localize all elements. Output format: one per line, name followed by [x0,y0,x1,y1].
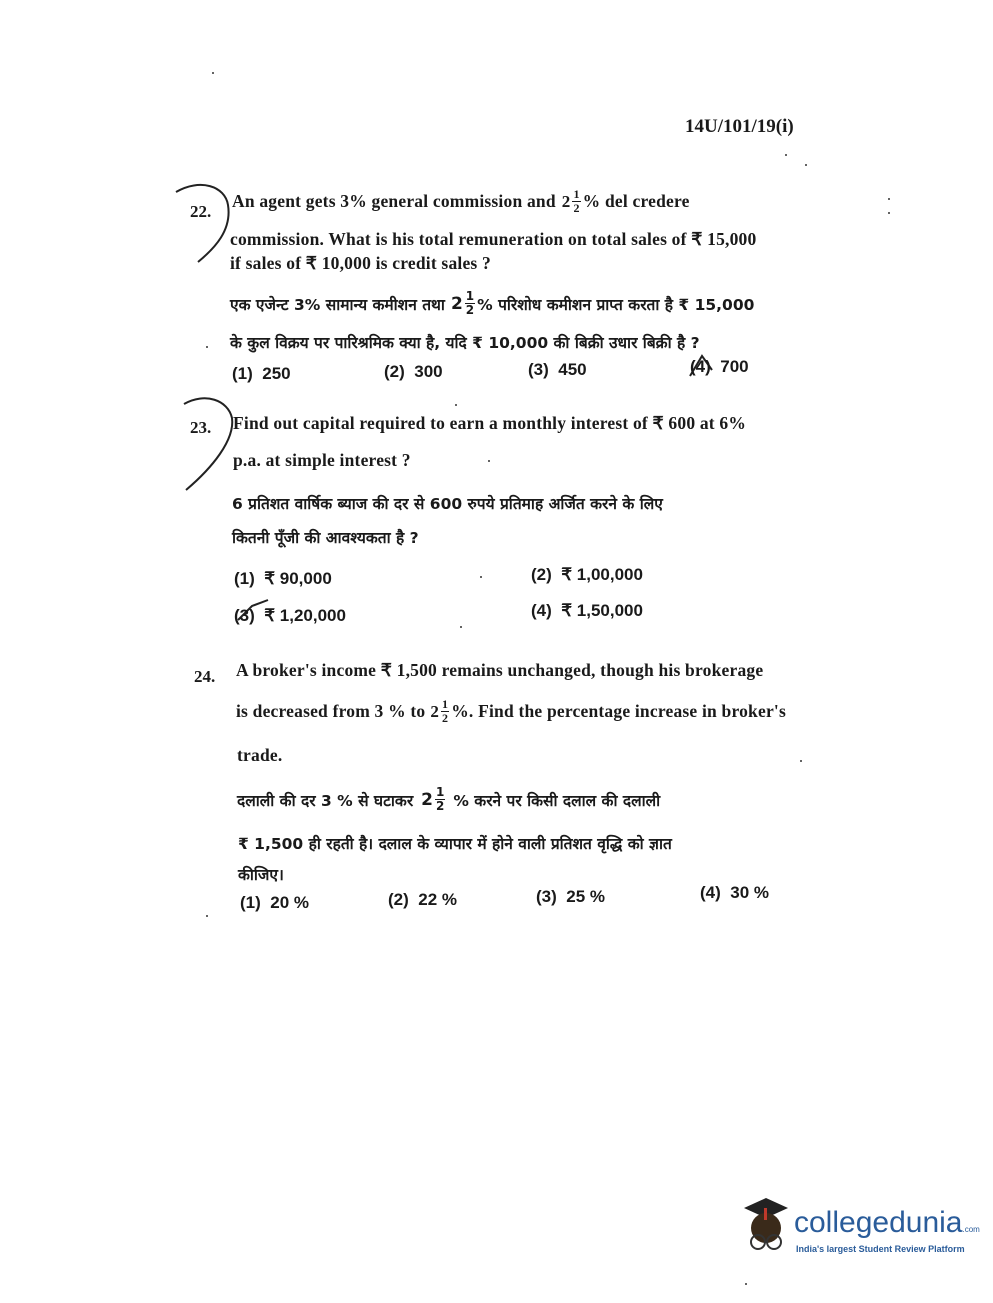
paper-code: 14U/101/19(i) [685,116,794,137]
brand-suffix: .com [962,1225,980,1234]
question-text-en-line2: p.a. at simple interest ? [233,450,411,470]
question-text-hi-line2: ₹ 1,500 ही रहती है। दलाल के व्यापार में होने वाली प्रतिशत वृद्धि को ज्ञात [238,835,672,853]
question-text-hi: एक एजेन्ट 3% सामान्य कमीशन तथा 2 1 2 % परिशोध कमीशन प्राप्त करता है ₹ 15,000 [230,289,755,317]
fraction: 2 1 2 [561,187,580,215]
question-number: 22. [190,202,212,221]
option-4: (4) 700 [690,357,749,376]
option-3: (3) 450 [528,360,587,379]
question-text-en-line2: commission. What is his total remuneration on total sales of ₹ 15,000 [230,229,757,249]
question-text-hi-line2: कितनी पूँजी की आवश्यकता है ? [232,529,419,547]
option-4: (4) 30 % [700,883,769,902]
option-1: (1) 250 [232,364,291,383]
brand-tagline: India's largest Student Review Platform [796,1244,965,1254]
fraction: 2 1 2 [430,697,449,725]
mascot-icon [738,1198,792,1260]
question-text-en-line2: is decreased from 3 % to 2 1 2 %. Find the percentage increase in broker's [236,697,786,725]
option-2: (2) ₹ 1,00,000 [531,565,643,584]
option-1: (1) 20 % [240,893,309,912]
question-number: 23. [190,418,212,437]
question-text-hi-line2: के कुल विक्रय पर पारिश्रमिक क्या है, यदि ₹ 10,000 की बिक्री उधार बिक्री है ? [230,334,700,352]
fraction: 2 1 2 [450,289,475,317]
question-text-en-line3: trade. [237,745,283,765]
question-text-hi-line3: कीजिए। [238,866,284,884]
question-text-en: A broker's income ₹ 1,500 remains unchanged, though his brokerage [236,660,764,680]
option-2: (2) 300 [384,362,443,381]
brand-name: collegedunia [794,1206,963,1239]
fraction: 2 1 2 [421,785,445,813]
option-3: (3) 25 % [536,887,605,906]
option-2: (2) 22 % [388,890,457,909]
question-text-en: Find out capital required to earn a monthly interest of ₹ 600 at 6% [233,413,747,433]
option-1: (1) ₹ 90,000 [234,569,332,588]
question-text-hi: दलाली की दर 3 % से घटाकर 2 1 2 % करने पर किसी दलाल की दलाली [237,785,661,813]
option-3: (3) ₹ 1,20,000 [234,606,346,625]
option-4: (4) ₹ 1,50,000 [531,601,643,620]
question-text-hi: 6 प्रतिशत वार्षिक ब्याज की दर से 600 रुपये प्रतिमाह अर्जित करने के लिए [232,495,663,513]
collegedunia-watermark [738,1198,978,1262]
question-text-en: An agent gets 3% general commission and 2 1 2 % del credere [232,187,690,215]
question-text-en-line3: if sales of ₹ 10,000 is credit sales ? [230,253,491,273]
question-number: 24. [194,667,216,686]
